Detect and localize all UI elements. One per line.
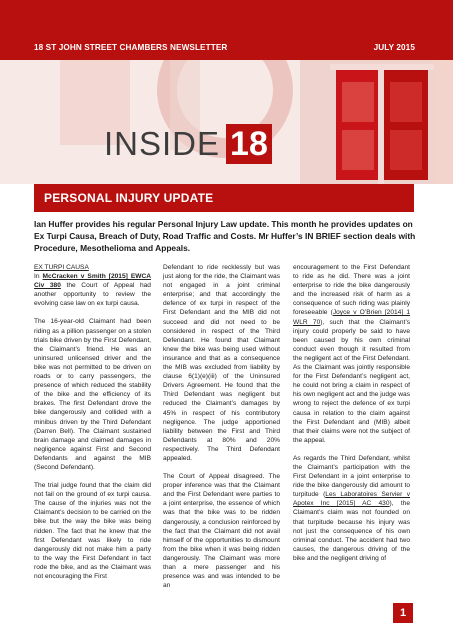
article-column-3: encouragement to the First Defendant to ride as he did. There was a joint enterprise to ride the bike dangerously and the increased risk of harm as a consequence of such riding was plainly foreseeable (Joyce v O’Brien [2014] 1 WLR 70), such that the Claimant’s injury could properly be said to have been caused by his own criminal conduct even though it resulted from the negligent act of the First Defendant. As the Claimant was jointly responsible for the First Defendant’s negligent act, he could not bring a claim in respect of his own negligent act and the judge was wrong to reject the defence of ex turpi causa in relation to the claim against the First Defendant and (MIB) albeit that their claims were not the subject of the appeal. As regards the Third Defendant, whilst the Claimant’s participation with the First Defendant in a joint enterprise to ride the bike dangerously did amount to turpitude (Les Laboratoires Servier v Apotex Inc [2015] AC 430), the Claimant’s claim was not founded on that turpitude because his injury was not just the consequence of his own criminal conduct. The accident had two causes, the dangerous driving of the bike and the negligent driving of <box>293 264 410 562</box>
page-number: 1 <box>393 603 413 623</box>
section-title: PERSONAL INJURY UPDATE <box>44 191 214 205</box>
case-citation: Joyce v O’Brien [2014] 1 WLR 70 <box>293 309 410 326</box>
masthead-logo <box>104 124 272 164</box>
newsletter-title: 18 ST JOHN STREET CHAMBERS NEWSLETTER <box>34 43 228 52</box>
building-photo-graphic <box>0 60 453 184</box>
paragraph: The trial judge found that the claim did not fail on the ground of ex turpi causa. The cause of the injuries was not the Claimant’s decision to be carried on the bike but the way the bike was being ridden. The fact that he knew that the first Defendant was likely to ride dangerously did not make him a party to the way the First Defendant in fact rode the bike, and as the Claimant was not encouraging the First <box>34 482 151 580</box>
paragraph: The 16-year-old Claimant had been riding as a pillion passenger on a stolen trials bike driven by the First Defendant, the Claimant’s friend. He was an uninsured unlicensed driver and the bike was not permitted to be driven on roads or to carry passengers, the presence of which reduced the stability of the bike and the efficiency of its brakes. The first Defendant drove the bike dangerously and collided with a minibus driven by the Third Defendant (Darren Bell). The Claimant sustained brain damage and claimed damages in negligence against First and Second Defendants and against the MIB (Second Defendant). <box>34 318 151 471</box>
article-column-1: EX TURPI CAUSA In McCracken v Smith [2015] EWCA Civ 380 the Court of Appeal had another opportunity to review the evolving case law on ex turpi causa. The 16-year-old Claimant had been riding as a pillion passenger on a stolen trials bike driven by the First Defendant, the Claimant’s friend. He was an uninsured unlicensed driver and the bike was not permitted to be driven on roads or to carry passengers, the presence of which reduced the stability of the bike and the efficiency of its brakes. The first Defendant drove the bike dangerously and collided with a minibus driven by the Third Defendant (Darren Bell). The Claimant sustained brain damage and claimed damages in negligence against First and Second Defendants and against the MIB (Second Defendant). The trial judge found that the claim did not fail on the ground of ex turpi causa. The cause of the injuries was not the Claimant’s decision to be carried on the bike but the way the bike was being ridden. The fact that he knew that the first Defendant was likely to ride dangerously did not make him a party to the way the First Defendant in fact rode the bike, and as the Claimant was not encouraging the First <box>34 264 151 580</box>
masthead-number: 18 <box>226 124 272 164</box>
section-header <box>34 184 414 212</box>
paragraph: The Court of Appeal disagreed. The proper inference was that the Claimant and the First Defendant were parties to a joint enterprise, the essence of which was that the bike was to be ridden dangerously, a conclusion reinforced by the fact that the Claimant did not avail himself of the opportunities to dismount from the bike when it was being ridden dangerously. The Claimant was more than a mere passenger and his presence was and was intended to be an <box>163 473 280 590</box>
newsletter-header-bar <box>0 0 453 60</box>
masthead-banner <box>0 60 453 184</box>
subheading: EX TURPI CAUSA <box>34 264 89 271</box>
paragraph: Defendant to ride recklessly but was just along for the ride, the Claimant was not engaged in a joint criminal enterprise; and that accordingly the defence of ex turpi in respect of the First Defendant and the MIB did not succeed and did not need to be considered in respect of the Third Defendant. He found that Claimant knew the bike was being used without insurance and that as a consequence the MIB was excluded from liability by clause 6(1)(e)(iii) of the Uninsured Drivers Agreement. He found that the Third Defendant was negligent but reduced the Claimant’s damages by 45% in respect of his contributory negligence. The judge apportioned liability between the First and Third Defendants at 80% and 20% respectively. The Third Defendant appealed. <box>163 264 280 462</box>
article-column-2 <box>163 263 280 599</box>
issue-date: JULY 2015 <box>373 43 415 52</box>
intro-paragraph: Ian Huffer provides his regular Personal Injury Law update. This month he provides updates on Ex Turpi Causa, Breach of Duty, Road Traffic and Costs. Mr Huffer’s IN BRIEF section deals with Procedure, Mesothelioma and Appeals. <box>34 219 416 253</box>
case-citation: McCracken v Smith [2015] EWCA Civ 380 <box>34 273 151 290</box>
case-citation: Les Laboratoires Servier v Apotex Inc [2015] AC 430 <box>293 491 410 508</box>
masthead-word: INSIDE <box>104 125 221 162</box>
